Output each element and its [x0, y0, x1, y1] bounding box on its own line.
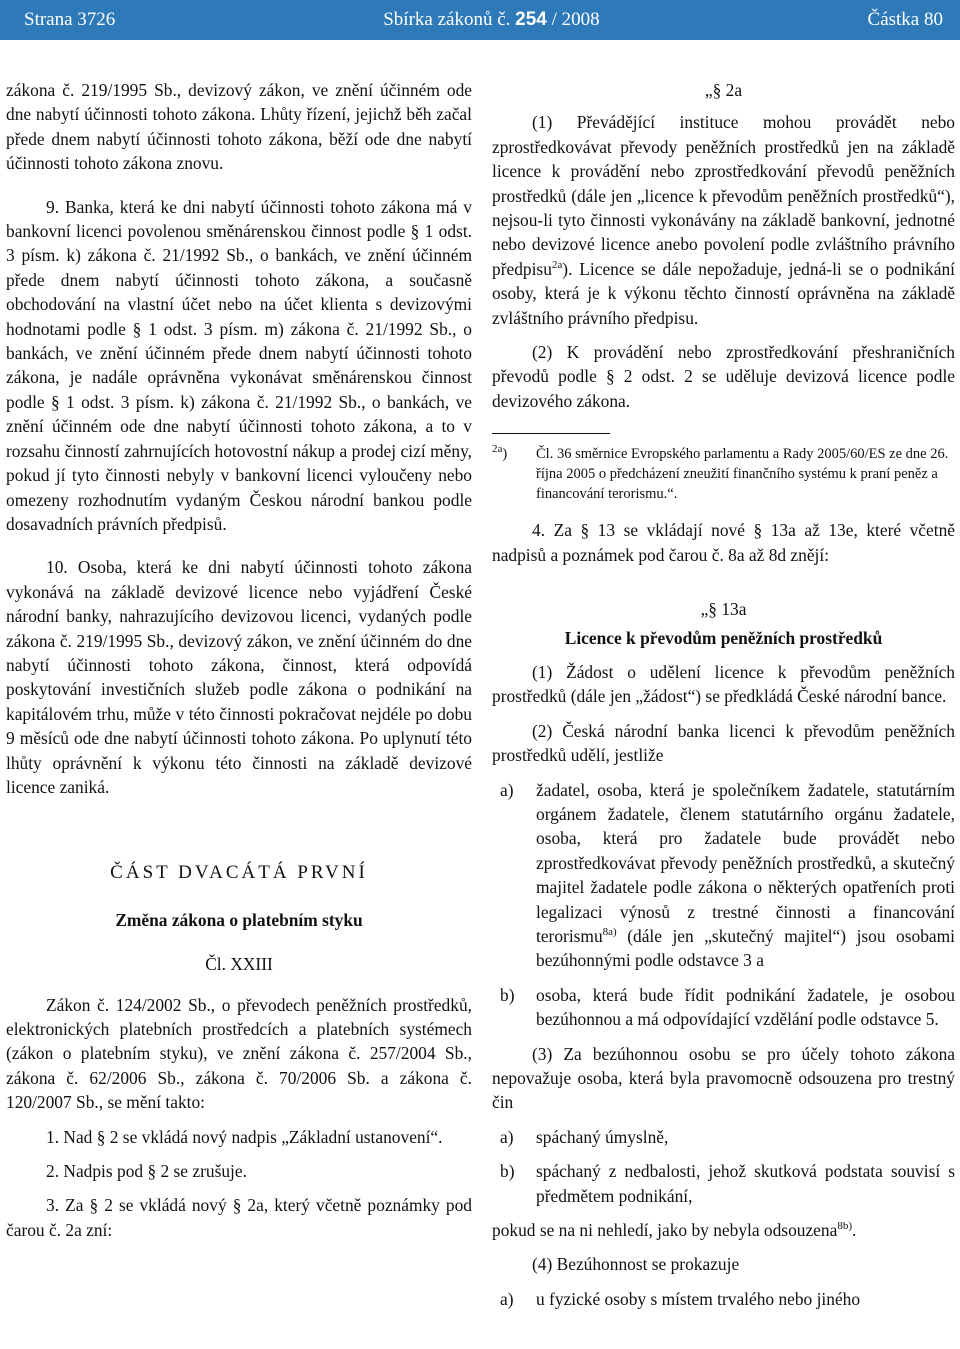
right-column [492, 78, 955, 1311]
collection-number: 254 [515, 9, 547, 30]
footnote-ref-8b: 8b) [837, 1220, 852, 1233]
section-13a-paragraph-3-end: pokud se na ni nehledí, jako by nebyla odsouzena$^{8b)}$. [492, 1220, 857, 1241]
list-text: osoba, která bude řídit podnikání žadatele, je osobou bezúhonnou a má odpovídající vzdělání podle odstavce 5. [536, 984, 955, 1030]
page-header [0, 0, 960, 40]
footnote-marker: $^{2a}$) [492, 443, 508, 463]
section-13a-paragraph-2: (2) Česká národní banka licenci k převodům peněžních prostředků udělí, jestliže [492, 720, 955, 766]
footnote-ref-8a: 8a) [602, 926, 617, 939]
list-item [492, 1287, 955, 1311]
list-label: b) [500, 984, 515, 1005]
law-paragraph: Zákon č. 124/2002 Sb., o převodech peněžních prostředků, elektronických platebních prostředcích a platebních systémech (zákon o platebním styku), ve znění zákona č. 257/2004 Sb., zákona č. 62/2006 Sb., zákona č. 70/2006 Sb. a zákona č. 120/2007 Sb., se mění takto: [6, 994, 472, 1113]
list-item [492, 1159, 955, 1208]
point-2: 2. Nadpis pod § 2 se zrušuje. [46, 1161, 247, 1182]
list-label: a) [500, 779, 514, 800]
section-13a-heading: „§ 13a [700, 599, 747, 620]
list-label: b) [500, 1161, 515, 1182]
section-13a-title: Licence k převodům peněžních prostředků [564, 627, 883, 648]
list-text: spáchaný úmyslně, [536, 1126, 669, 1147]
paragraph-9: 9. Banka, která ke dni nabytí účinnosti tohoto zákona má v bankovní licenci povolenou směnárenskou činnost podle § 1 odst. 3 písm. k) zákona č. 21/1992 Sb., o bankách, ve znění účinném přede dnem nabytí účinnosti tohoto zákona, a současně obchodování na vlastní účet nebo na účet klienta s devizovými hodnotami podle § 1 odst. 3 písm. m) zákona č. 21/1992 Sb., o bankách, ve znění účinném přede dnem nabytí účinnosti tohoto zákona, je nadále oprávněna vykonávat směnárenskou činnost podle § 1 odst. 3 písm. k) zákona č. 21/1992 Sb., o bankách, ve znění účinném ode dne nabytí účinnosti tohoto zákona, a to v rozsahu činností zahrnujících hotovostní nákup a prodej cizí měny, pokud jí tyto činnosti nebyly v bankovní licenci vyloučeny nebo omezeny rozhodnutím vydaným Českou národní bankou podle dosavadních právních předpisů. [6, 196, 472, 534]
section-13a-paragraph-3: (3) Za bezúhonnou osobu se pro účely tohoto zákona nepovažuje osoba, která byla pravomocně odsouzena pro trestný čin [492, 1043, 955, 1113]
collection-prefix: Sbírka zákonů č. [383, 9, 511, 30]
section-2a-paragraph-1: (1) Převádějící instituce mohou provádět nebo zprostředkovávat převody peněžních prostředků jen na základě licence k provádění nebo zprostředkování převodů peněžních prostředků (dále jen „licence k převodům peněžních prostředků“), nejsou-li tyto činnosti vykonávány na základě bankovní, jednotné nebo devizové licence anebo povolení podle zvláštního právního předpisu$^{2a}$). Licence se dále nepožaduje, jedná-li se o podnikání osoby, která je k výkonu těchto činností oprávněna na základě zvláštního právního předpisu. [492, 112, 955, 328]
part-heading: ČÁST DVACÁTÁ PRVNÍ [110, 862, 368, 884]
list-text: u fyzické osoby s místem trvalého nebo jiného [536, 1288, 861, 1309]
list-label: a) [500, 1288, 514, 1309]
point-4: 4. Za § 13 se vkládají nové § 13a až 13e, které včetně nadpisů a poznámek pod čarou č. 8a až 8d znějí: [492, 520, 955, 565]
point-3: 3. Za § 2 se vkládá nový § 2a, který včetně poznámky pod čarou č. 2a zní: [6, 1195, 472, 1240]
point-1: 1. Nad § 2 se vkládá nový nadpis „Základní ustanovení“. [46, 1126, 443, 1147]
collection-ref [383, 9, 599, 31]
list-item [492, 1125, 955, 1149]
intro-paragraph: zákona č. 219/1995 Sb., devizový zákon, ve znění účinném ode dne nabytí účinnosti tohoto zákona. Lhůty řízení, jejichž běh začal přede dnem nabytí účinnosti tohoto zákona, běží ode dne nabytí účinnosti tohoto zákona znovu. [6, 80, 472, 174]
list-text: spáchaný z nedbalosti, jehož skutková podstata souvisí s předmětem podnikání, [536, 1161, 955, 1206]
section-13a-paragraph-4: (4) Bezúhonnost se prokazuje [532, 1254, 740, 1275]
collection-suffix: / 2008 [551, 9, 600, 30]
article-number: Čl. XXIII [205, 954, 273, 975]
section-13a-paragraph-1: (1) Žádost o udělení licence k převodům peněžních prostředků (dále jen „žádost“) se předkládá České národní bance. [492, 661, 955, 707]
footnote-ref-2a: 2a [551, 259, 563, 272]
list-text: žadatel, osoba, která je společníkem žadatele, statutárním orgánem žadatele, členem statutárního orgánu žadatele, osoba, která pro žadatele bude provádět nebo zprostředkovávat převody peněžních prostředků, a skutečný majitel žadatele podle zákona o některých opatřeních proti legalizaci výnosů z trestné činnosti a financování terorismu$^{8a)}$ (dále jen „skutečný majitel“) jsou osobami bezúhonnými podle odstavce 3 a [536, 779, 955, 971]
paragraph-10: 10. Osoba, která ke dni nabytí účinnosti tohoto zákona vykonává na základě devizové licence nebo vyjádření České národní banky, nahrazujícího devizovou licenci, vydaných podle zákona č. 219/1995 Sb., devizový zákon, ve znění účinném do dne nabytí účinnosti tohoto zákona, činnost, která odpovídá poskytování investičních služeb podle zákona o podnikání na kapitálovém trhu, může v této činnosti pokračovat nejdéle po dobu 9 měsíců ode dne nabytí účinnosti tohoto zákona. Po uplynutí této lhůty oprávnění k výkonu této činnosti na základě devizové licence zaniká. [6, 557, 472, 797]
footnote-2a [492, 444, 955, 504]
change-title: Změna zákona o platebním styku [115, 909, 363, 930]
footnote-divider [492, 433, 610, 434]
section-2a-heading: „§ 2a [704, 80, 743, 100]
section-2a-paragraph-2: (2) K provádění nebo zprostředkování přeshraničních převodů podle § 2 odst. 2 se uděluje devizová licence podle devizového zákona. [492, 342, 955, 411]
list-label: a) [500, 1126, 514, 1147]
page-number: Strana 3726 [24, 9, 116, 30]
list-item [492, 778, 955, 973]
list-item [492, 983, 955, 1032]
issue-part: Částka 80 [867, 9, 943, 30]
left-column [6, 78, 472, 1242]
footnote-text: Čl. 36 směrnice Evropského parlamentu a Rady 2005/60/ES ze dne 26. října 2005 o předcházení zneužití finančního systému k praní peněz a financování terorismu.“. [536, 446, 949, 503]
